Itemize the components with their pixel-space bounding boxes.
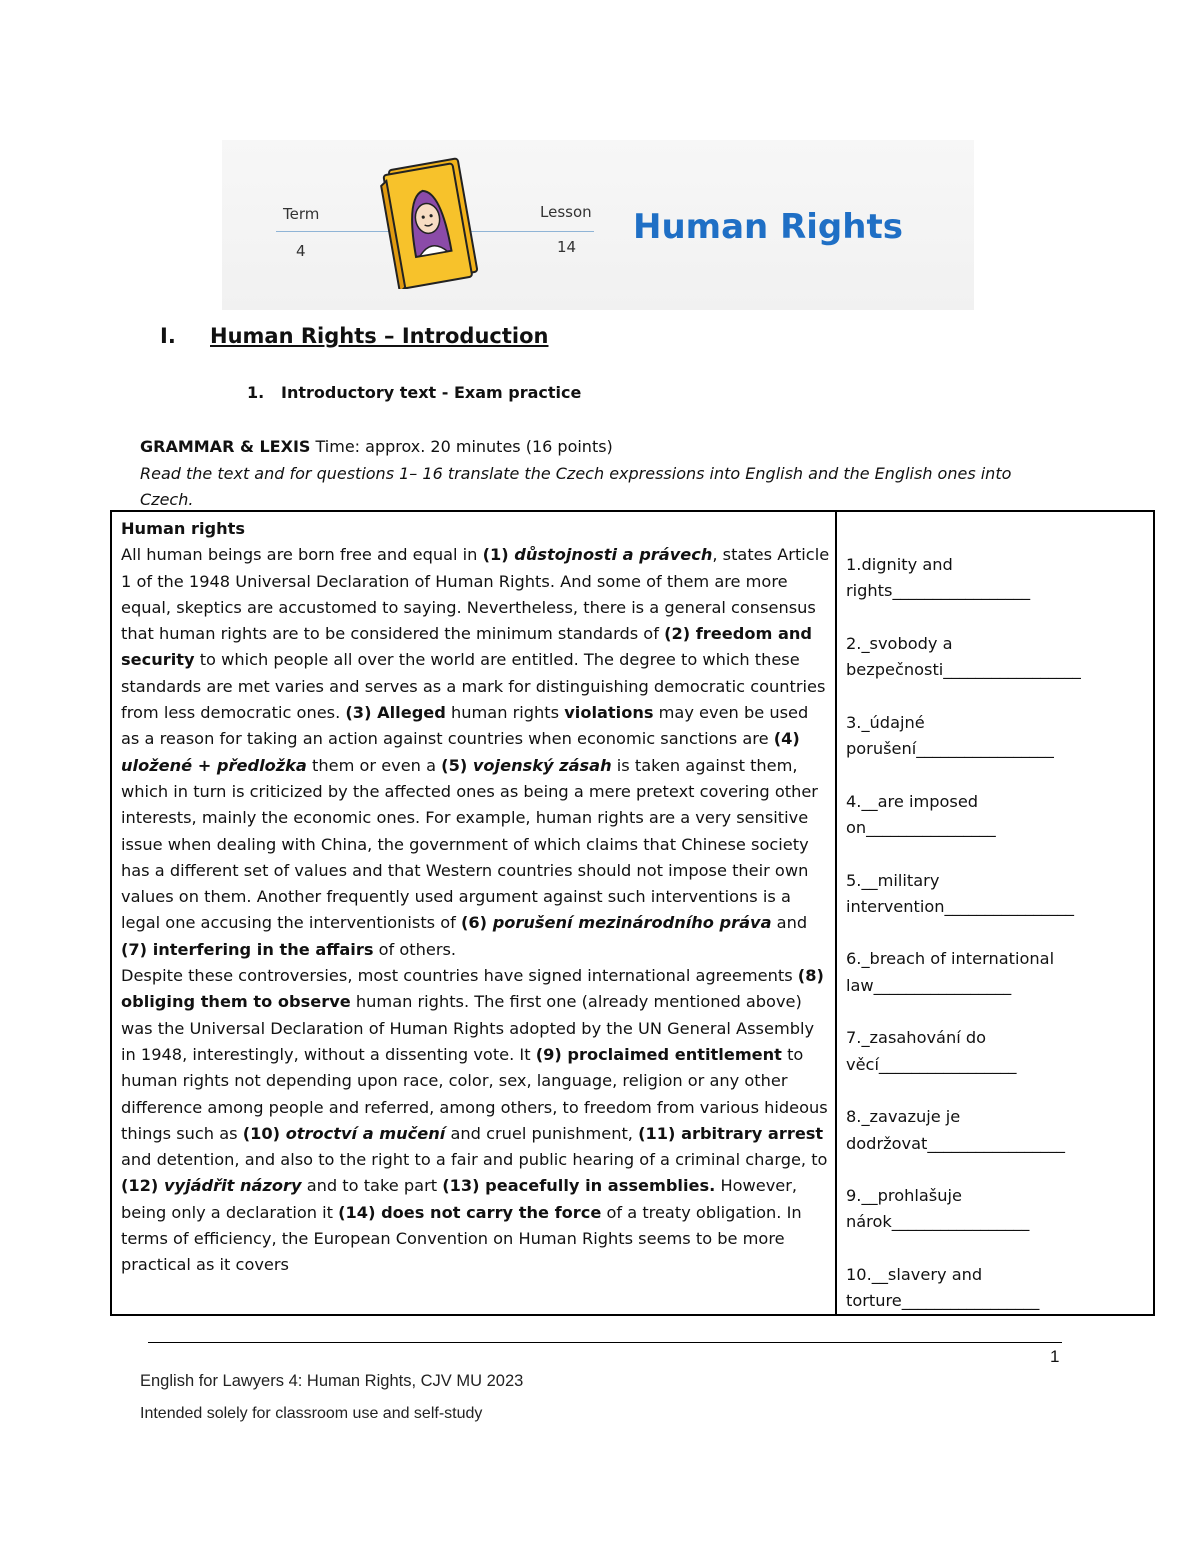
- text-segment: and: [771, 913, 808, 933]
- banner-title: Human Rights: [633, 207, 903, 247]
- answer-item: [846, 1183, 1146, 1236]
- text-segment: (1): [482, 545, 515, 565]
- answer-item: [846, 1262, 1146, 1315]
- text-segment: is taken against them, which in turn is criticized by the affected ones as being a mere pretext covering other interests, mainly the economic ones. For example, human rights are a very sensitive issue when dealing with China, the government of which claims that Chinese society has a different set of values and that Western countries should not impose their own values on them. Another frequently used argument against such interventions is a legal one accusing the interventionists of: [121, 755, 818, 933]
- text-segment: However, being only a declaration it: [121, 1176, 798, 1222]
- footer-notice: Intended solely for classroom use and self-study: [140, 1405, 483, 1422]
- term-label: Term: [283, 205, 320, 223]
- text-segment: Despite these controversies, most countries have signed international agreements: [121, 966, 798, 986]
- reading-paragraph-1: [121, 542, 831, 963]
- footer-course: English for Lawyers 4: Human Rights, CJV MU 2023: [140, 1372, 524, 1390]
- instructions-time: Time: approx. 20 minutes (16 points): [310, 437, 613, 456]
- page-number: 1: [1050, 1347, 1060, 1366]
- answer-line-1: 4.__are imposed: [846, 791, 979, 811]
- text-segment: (11) arbitrary arrest: [638, 1123, 824, 1143]
- answer-line-2: porušení_________________: [846, 739, 1054, 759]
- answer-item: [846, 946, 1146, 999]
- text-segment: to human rights not depending upon race, color, sex, language, religion or any other difference among people and referred, among others, to freedom from various hideous things such as: [121, 1044, 828, 1143]
- text-segment: důstojnosti a právech: [514, 545, 713, 565]
- text-segment: uložené + předložka: [121, 755, 307, 775]
- text-segment: porušení mezinárodního práva: [492, 913, 772, 933]
- text-segment: of a treaty obligation. In terms of efficiency, the European Convention on Human Rights seems to be more practical as it covers: [121, 1202, 802, 1275]
- text-segment: (3) Alleged: [345, 703, 446, 723]
- answer-item: [846, 1025, 1146, 1078]
- column-divider: [835, 512, 837, 1314]
- answer-line-2: bezpečnosti_________________: [846, 660, 1081, 680]
- text-segment: (2) freedom and security: [121, 624, 812, 670]
- answer-item: [846, 868, 1146, 921]
- answer-line-1: 6._breach of international: [846, 949, 1055, 969]
- instructions-task: Read the text and for questions 1– 16 translate the Czech expressions into English and the English ones into Czech.: [140, 463, 1012, 509]
- text-segment: (5): [441, 755, 473, 775]
- answer-line-1: 9.__prohlašuje: [846, 1186, 962, 1206]
- instructions: [140, 434, 1060, 514]
- text-segment: (8) obliging them to observe: [121, 966, 824, 1012]
- text-segment: and detention, and also to the right to a fair and public hearing of a criminal charge, to: [121, 1150, 828, 1170]
- subsection-number: 1.: [247, 383, 265, 402]
- text-segment: violations: [564, 703, 654, 723]
- book-with-headscarf-girl-icon: [380, 154, 480, 289]
- instructions-label: GRAMMAR & LEXIS: [140, 437, 311, 456]
- answer-line-1: 2._svobody a: [846, 633, 953, 653]
- answer-line-2: rights_________________: [846, 581, 1031, 601]
- text-segment: (6): [461, 913, 493, 933]
- answer-item: [846, 1104, 1146, 1157]
- answer-item: [846, 552, 1146, 605]
- answer-line-1: 10.__slavery and: [846, 1265, 983, 1285]
- answer-line-1: 7._zasahování do: [846, 1028, 987, 1048]
- text-segment: human rights. The first one (already mentioned above) was the Universal Declaration of Human Rights adopted by the UN General Assembly in 1948, interestingly, without a dissenting vote. It: [121, 992, 815, 1064]
- text-segment: All human beings are born free and equal in: [121, 545, 483, 565]
- answer-line-1: 1.dignity and: [846, 555, 953, 574]
- text-segment: (7) interfering in the affairs: [121, 939, 374, 959]
- answer-line-2: dodržovat_________________: [846, 1133, 1065, 1153]
- answer-line-1: 3._údajné: [846, 712, 925, 732]
- answer-item: [846, 710, 1146, 763]
- answer-line-2: on________________: [846, 817, 996, 837]
- text-segment: them or even a: [306, 755, 442, 775]
- text-segment: (9) proclaimed entitlement: [535, 1044, 782, 1064]
- reading-paragraph-2: [121, 963, 831, 1279]
- answer-line-2: nárok_________________: [846, 1212, 1030, 1232]
- answer-item: [846, 789, 1146, 842]
- text-segment: (14) does not carry the force: [338, 1202, 602, 1222]
- text-segment: and to take part: [301, 1176, 443, 1196]
- answer-line-2: věcí_________________: [846, 1054, 1017, 1074]
- text-segment: of others.: [373, 939, 457, 959]
- answer-line-2: law_________________: [846, 975, 1012, 995]
- exercise-table: [110, 510, 1155, 1316]
- text-segment: otroctví a mučení: [285, 1123, 446, 1143]
- answer-line-2: torture_________________: [846, 1291, 1040, 1311]
- text-segment: (12): [121, 1176, 164, 1196]
- text-segment: (10): [242, 1123, 286, 1143]
- text-segment: and cruel punishment,: [445, 1123, 639, 1143]
- answer-line-1: 8._zavazuje je: [846, 1107, 961, 1127]
- text-segment: (4): [773, 729, 800, 749]
- lesson-label: Lesson: [540, 203, 592, 221]
- text-segment: vojenský zásah: [472, 755, 612, 775]
- term-value: 4: [296, 242, 306, 260]
- text-segment: , states Article 1 of the 1948 Universal Declaration of Human Rights. And some of them are more equal, skeptics are accustomed to saying. Nevertheless, there is a general consensus that human rights are to be considered the minimum standards of: [121, 545, 830, 644]
- reading-heading: Human rights: [121, 519, 246, 538]
- text-segment: vyjádřit názory: [163, 1176, 302, 1196]
- text-segment: human rights: [445, 703, 565, 723]
- answer-line-2: intervention________________: [846, 896, 1075, 916]
- reading-text: [121, 516, 831, 1279]
- footer-rule: [148, 1342, 1062, 1343]
- section-title: Human Rights – Introduction: [210, 324, 549, 348]
- text-segment: to which people all over the world are entitled. The degree to which these standards are met varies and serves as a mark for distinguishing democratic countries from less democratic ones.: [121, 650, 826, 723]
- text-segment: may even be used as a reason for taking an action against countries when economic sanctions are: [121, 703, 809, 749]
- answer-column: [846, 552, 1146, 1316]
- subsection-title: Introductory text - Exam practice: [281, 383, 582, 402]
- text-segment: (13) peacefully in assemblies.: [442, 1176, 716, 1196]
- answer-line-1: 5.__military: [846, 870, 940, 890]
- section-number: I.: [160, 324, 176, 348]
- answer-item: [846, 631, 1146, 684]
- lesson-value: 14: [557, 238, 577, 256]
